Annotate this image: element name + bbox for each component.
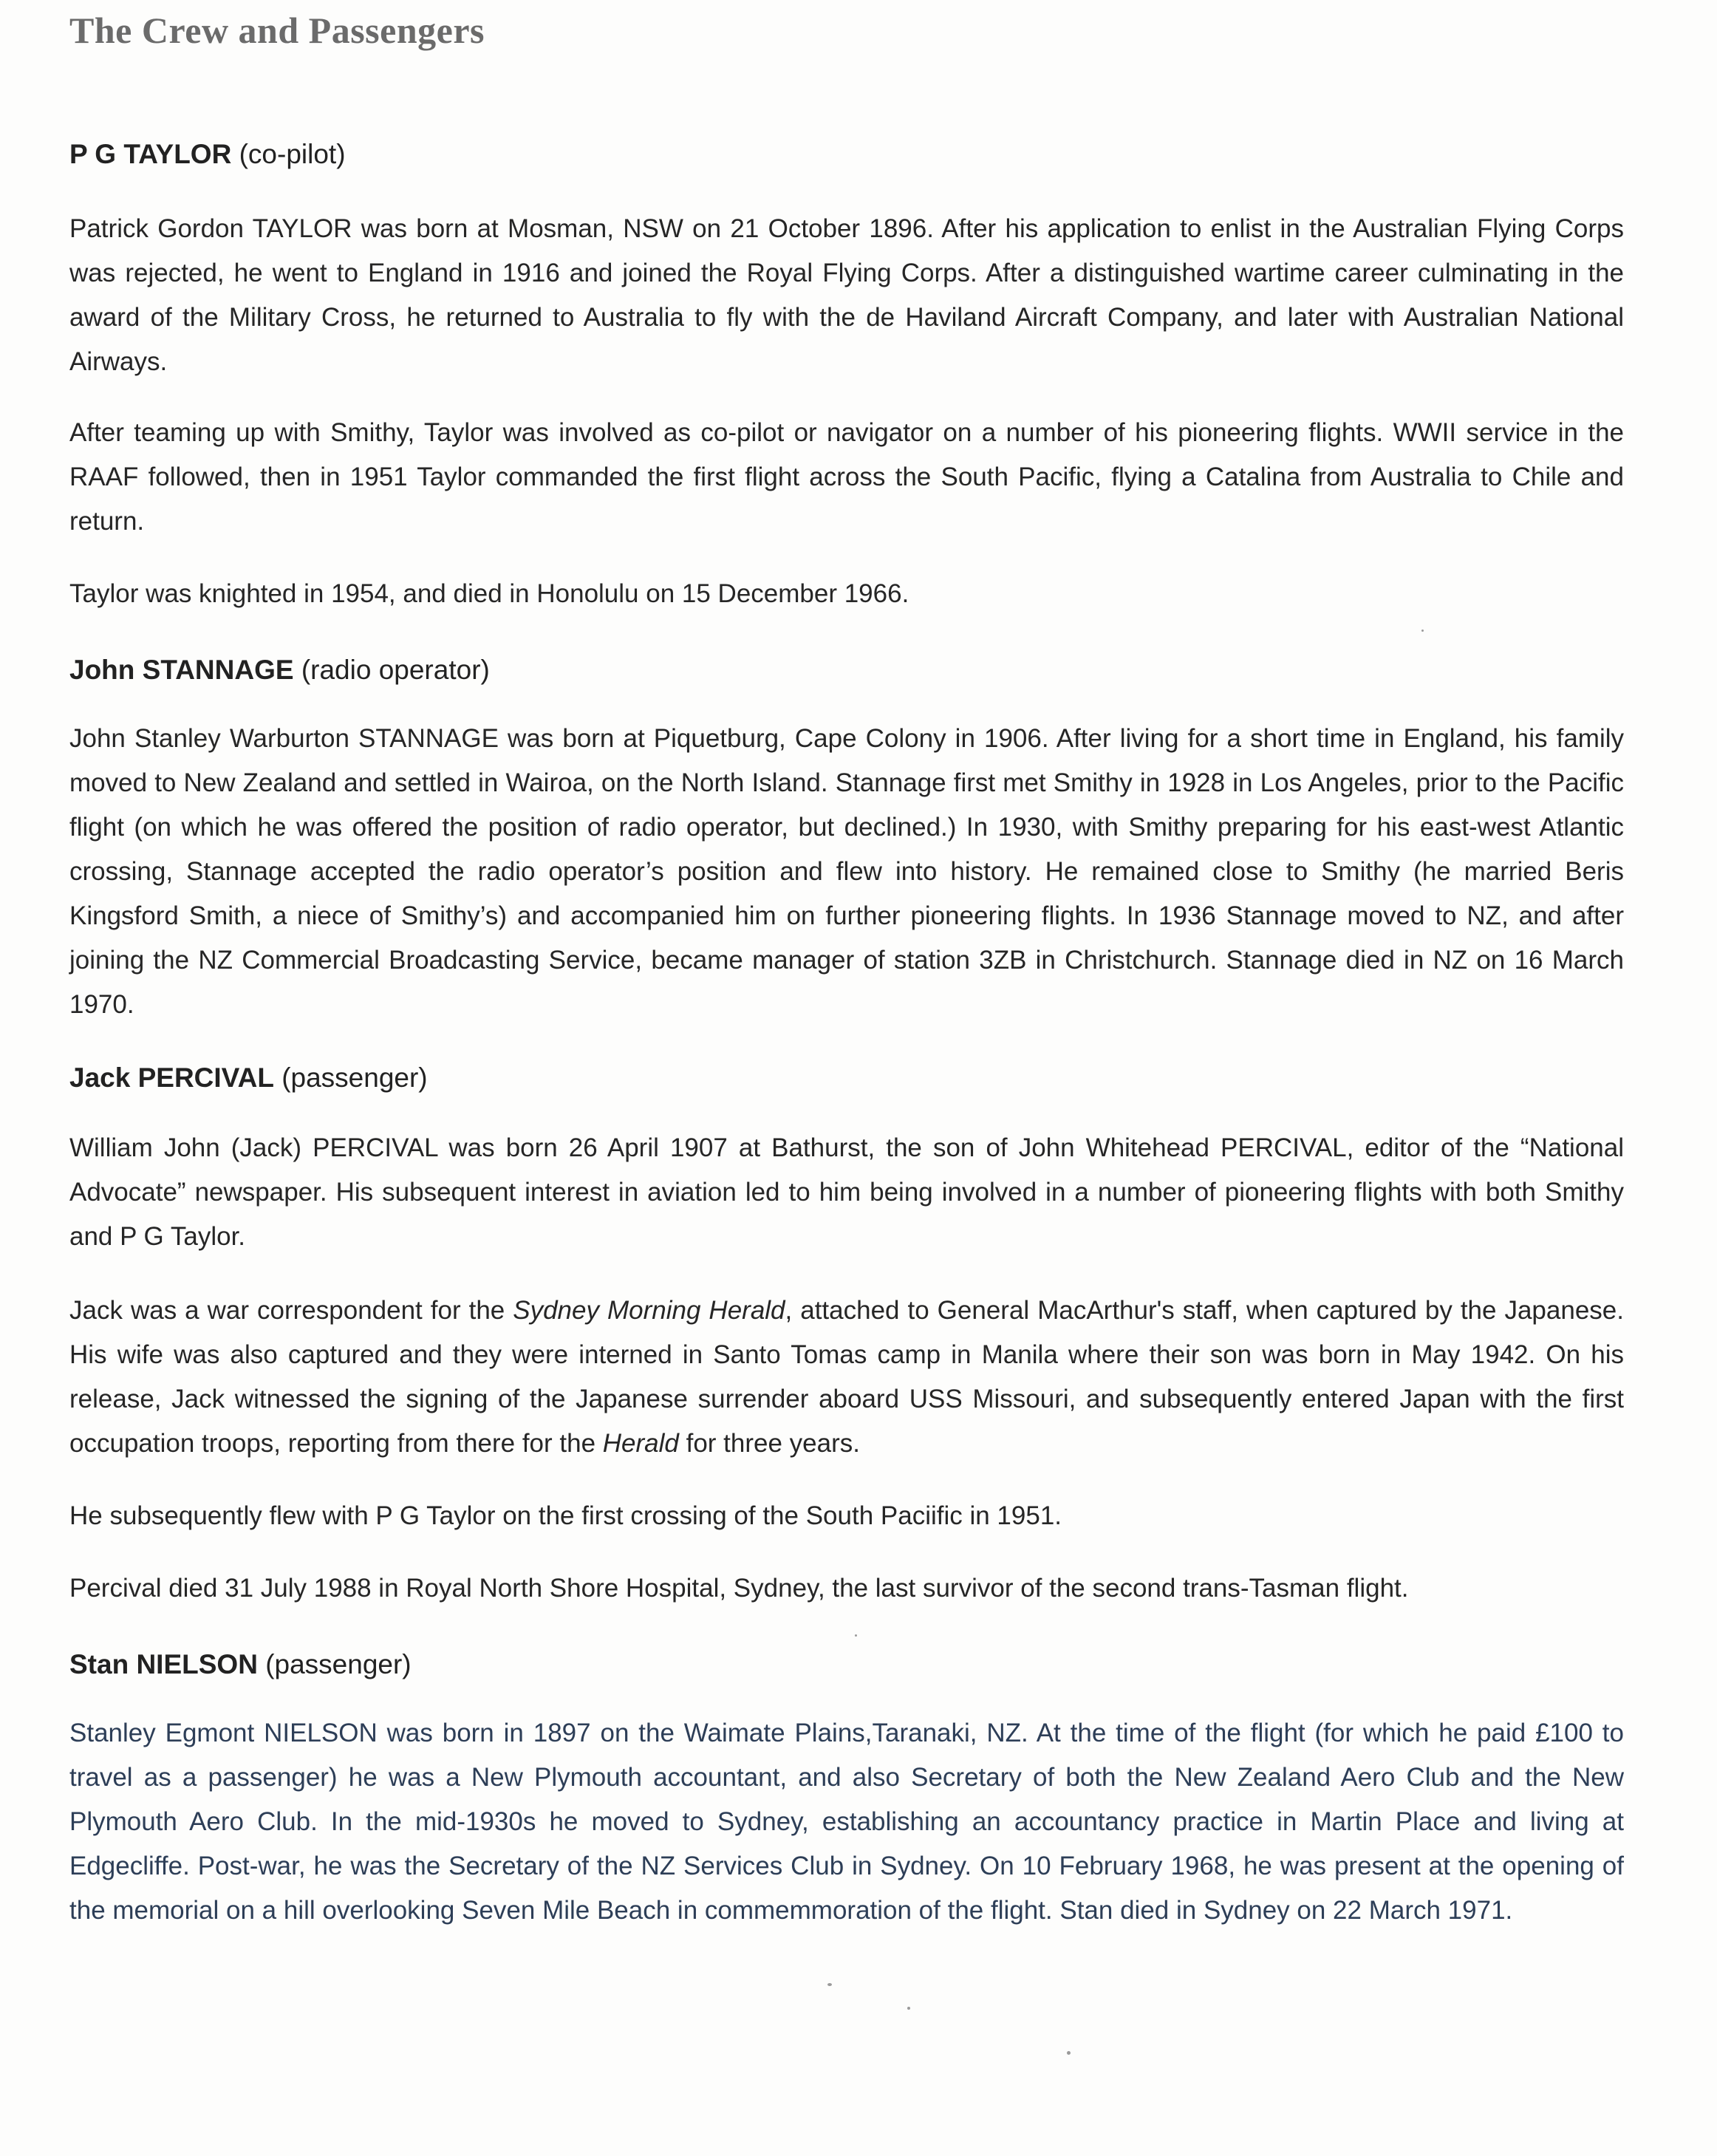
section-percival-paragraph-4	[69, 1566, 1624, 1611]
section-heading	[69, 653, 1624, 687]
newspaper-title: Sydney Morning Herald	[513, 1296, 785, 1325]
scan-speck	[907, 2007, 910, 2010]
paragraph-text: , attached to General MacArthur's staff, when captured by the Japanese. His wife was also captured and they were interned in Santo Tomas camp in Manila where their son was born in May 1942. On his release, Jack witnessed the signing of the Japanese surrender aboard USS Missouri, and subsequently entered Japan with the first occupation troops, reporting from there for the	[69, 1296, 1624, 1458]
person-name: John STANNAGE	[69, 655, 294, 685]
person-name: Jack PERCIVAL	[69, 1062, 274, 1093]
paragraph: Percival died 31 July 1988 in Royal North Shore Hospital, Sydney, the last survivor of the second trans-Tasman flight.	[69, 1574, 1409, 1603]
section-percival-paragraph-2	[69, 1289, 1624, 1466]
person-role: (radio operator)	[293, 655, 490, 685]
scan-speck	[827, 1983, 832, 1986]
person-name: P G TAYLOR	[69, 139, 232, 169]
section-taylor-paragraph-2	[69, 411, 1624, 544]
paragraph: Stanley Egmont NIELSON was born in 1897 on the Waimate Plains,Taranaki, NZ. At the time of the flight (for which he paid £100 to travel as a passenger) he was a New Plymouth accountant, and also Secretary of both the New Zealand Aero Club and the New Plymouth Aero Club. In the mid-1930s he moved to Sydney, establishing an accountancy practice in Martin Place and living at Edgecliffe. Post-war, he was the Secretary of the NZ Services Club in Sydney. On 10 February 1968, he was present at the opening of the memorial on a hill overlooking Seven Mile Beach in commemmoration of the flight. Stan died in Sydney on 22 March 1971.	[69, 1719, 1624, 1925]
section-stannage-heading	[69, 653, 1624, 687]
section-percival-heading	[69, 1061, 1624, 1095]
person-name: Stan NIELSON	[69, 1649, 258, 1679]
person-role: (passenger)	[273, 1062, 428, 1093]
paragraph: After teaming up with Smithy, Taylor was involved as co-pilot or navigator on a number of his pioneering flights. WWII service in the RAAF followed, then in 1951 Taylor commanded the first flight across the South Pacific, flying a Catalina from Australia to Chile and return.	[69, 418, 1624, 536]
paragraph: Taylor was knighted in 1954, and died in Honolulu on 15 December 1966.	[69, 579, 909, 608]
paragraph	[69, 1289, 1624, 1466]
paragraph-text: for three years.	[678, 1429, 860, 1458]
scan-speck	[1067, 2051, 1071, 2055]
paragraph: John Stanley Warburton STANNAGE was born at Piquetburg, Cape Colony in 1906. After living for a short time in England, his family moved to New Zealand and settled in Wairoa, on the North Island. Stannage first met Smithy in 1928 in Los Angeles, prior to the Pacific flight (on which he was offered the position of radio operator, but declined.) In 1930, with Smithy preparing for his east-west Atlantic crossing, Stannage accepted the radio operator’s position and flew into history. He remained close to Smithy (he married Beris Kingsford Smith, a niece of Smithy’s) and accompanied him on further pioneering flights. In 1936 Stannage moved to NZ, and after joining the NZ Commercial Broadcasting Service, became manager of station 3ZB in Christchurch. Stannage died in NZ on 16 March 1970.	[69, 724, 1624, 1019]
paragraph: Patrick Gordon TAYLOR was born at Mosman, NSW on 21 October 1896. After his application to enlist in the Australian Flying Corps was rejected, he went to England in 1916 and joined the Royal Flying Corps. After a distinguished wartime career culminating in the award of the Military Cross, he returned to Australia to fly with the de Haviland Aircraft Company, and later with Australian National Airways.	[69, 214, 1624, 376]
section-percival-paragraph-3	[69, 1494, 1624, 1538]
section-heading	[69, 137, 1624, 171]
paragraph-text: Jack was a war correspondent for the	[69, 1296, 513, 1325]
scan-speck	[855, 1634, 857, 1637]
section-taylor-paragraph-3	[69, 572, 1624, 616]
section-percival-paragraph-1	[69, 1126, 1624, 1259]
section-heading	[69, 1061, 1624, 1095]
section-nielson-heading	[69, 1648, 1624, 1682]
paragraph: He subsequently flew with P G Taylor on the first crossing of the South Paciific in 1951.	[69, 1501, 1062, 1530]
section-taylor-paragraph-1	[69, 207, 1624, 384]
page-title: The Crew and Passengers	[69, 10, 485, 51]
section-stannage-paragraph-1	[69, 717, 1624, 1027]
person-role: (co-pilot)	[231, 139, 346, 169]
section-nielson-paragraph-1	[69, 1711, 1624, 1933]
section-heading	[69, 1648, 1624, 1682]
section-taylor-heading	[69, 137, 1624, 171]
paragraph: William John (Jack) PERCIVAL was born 26 April 1907 at Bathurst, the son of John Whitehead PERCIVAL, editor of the “National Advocate” newspaper. His subsequent interest in aviation led to him being involved in a number of pioneering flights with both Smithy and P G Taylor.	[69, 1133, 1624, 1251]
person-role: (passenger)	[257, 1649, 412, 1679]
scan-speck	[1421, 630, 1424, 632]
newspaper-title: Herald	[602, 1429, 679, 1458]
